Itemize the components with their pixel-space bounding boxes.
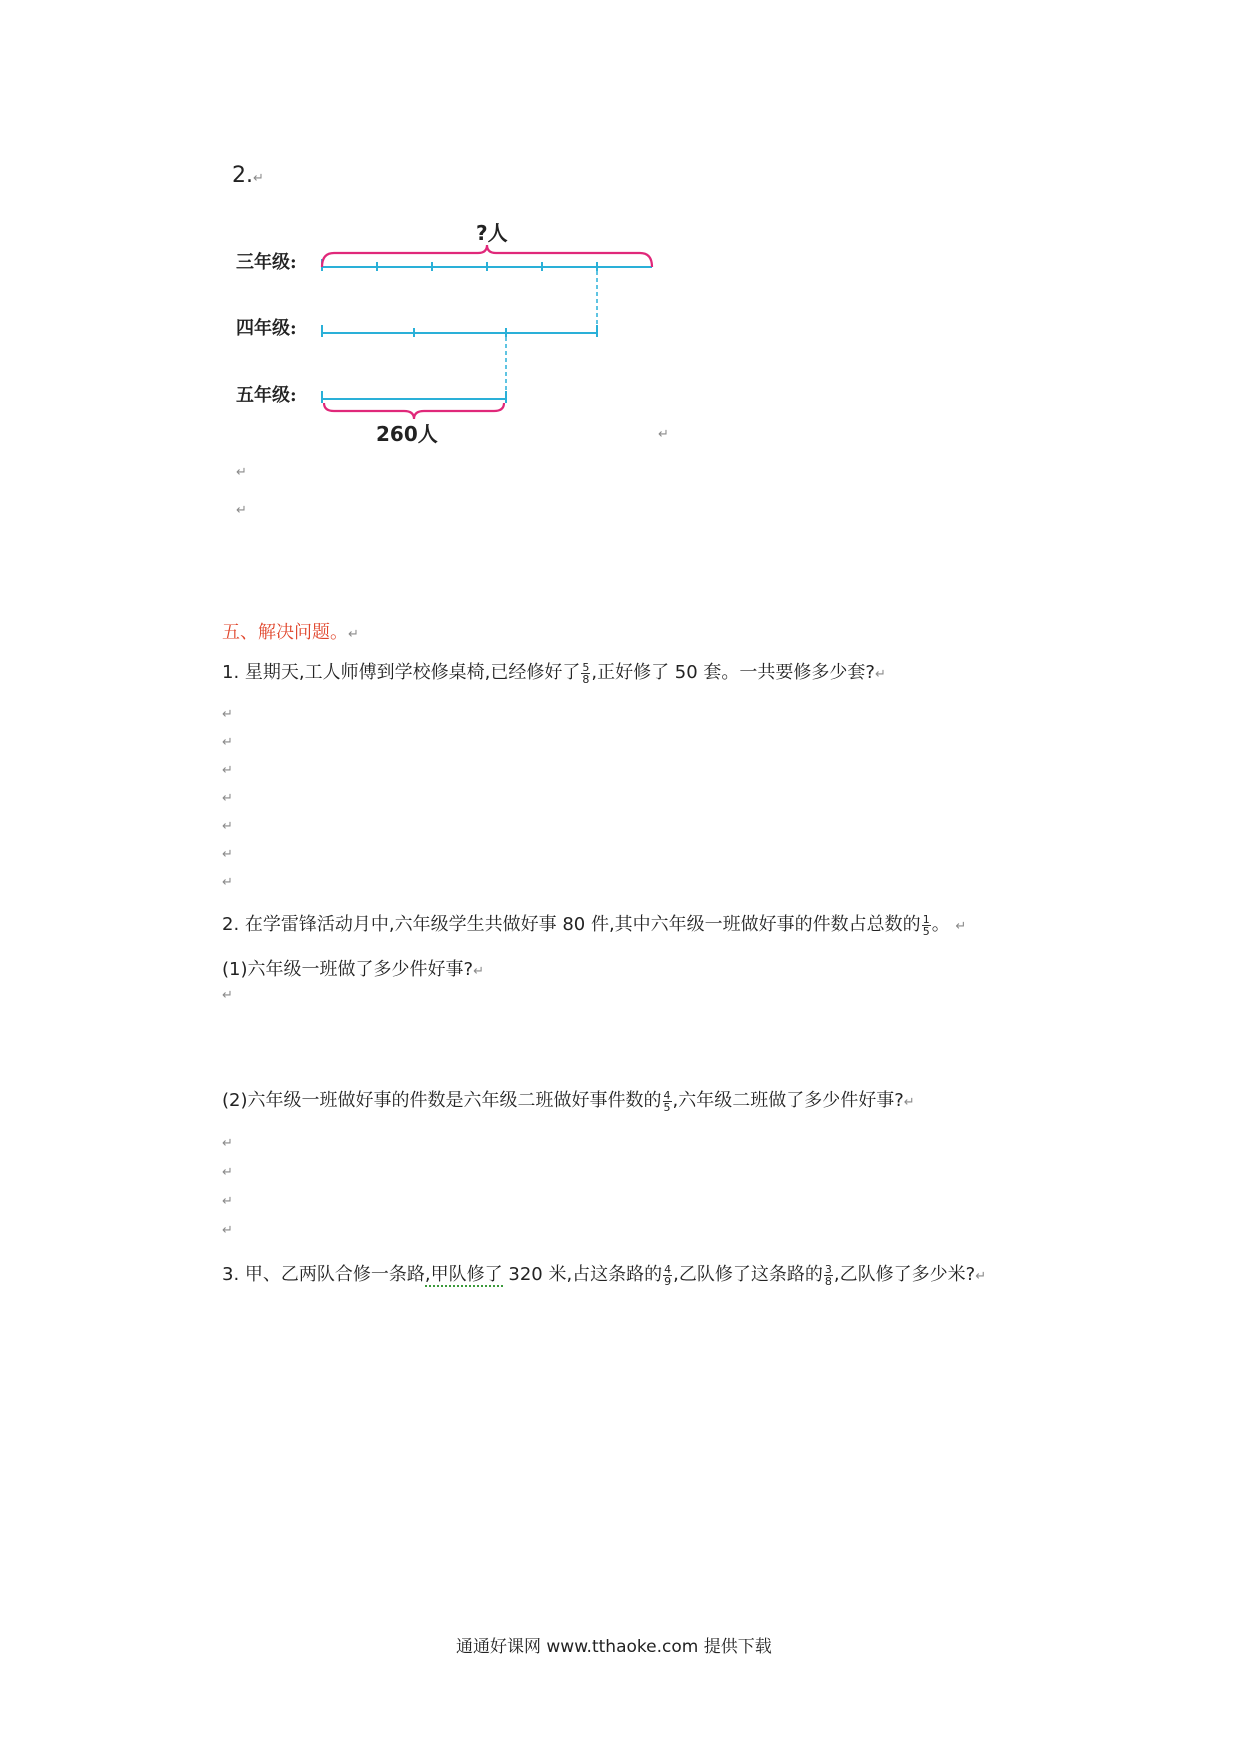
problem-2-sub-2: (2)六年级一班做好事的件数是六年级二班做好事件数的 $\frac{4}{5}$ ,六年级二班做了多少件好事?↵ [222, 1088, 915, 1114]
grade5-segment [322, 391, 506, 419]
paragraph-mark: ↵ [222, 1223, 233, 1238]
paragraph-mark: ↵ [222, 847, 233, 862]
footer-text: 通通好课网 www.tthaoke.com 提供下载 [456, 1637, 772, 1657]
fraction: $\frac{4}{5}$ [663, 1088, 671, 1114]
fraction: $\frac{4}{9}$ [664, 1262, 672, 1288]
problem-3: 3. 甲、乙两队合修一条路,甲队修了 320 米,占这条路的 $\frac{4}{9}$ ,乙队修了这条路的 $\frac{3}{8}$ ,乙队修了多少米?↵ [222, 1262, 987, 1288]
top-brace-label: ?人 [476, 221, 508, 245]
paragraph-mark: ↵ [222, 763, 233, 778]
paragraph-mark: ↵ [222, 791, 233, 806]
grade4-segment [322, 325, 597, 337]
diagram-label-grade3: 三年级: [236, 252, 297, 273]
fraction: $\frac{5}{8}$ [582, 660, 590, 686]
problem-2: 2. 在学雷锋活动月中,六年级学生共做好事 80 件,其中六年级一班做好事的件数占总数的 $\frac{1}{5}$ 。 ↵ [222, 912, 967, 938]
paragraph-mark: ↵ [222, 875, 233, 890]
diagram-label-grade4: 四年级: [236, 318, 297, 339]
paragraph-mark: ↵ [222, 1136, 233, 1151]
paragraph-mark: ↵ [222, 1165, 233, 1180]
paragraph-mark: ↵ [658, 427, 669, 442]
problem-2-sub-1: (1)六年级一班做了多少件好事?↵ [222, 959, 484, 980]
diagram-label-grade5: 五年级: [236, 385, 297, 406]
paragraph-mark: ↵ [236, 465, 247, 480]
paragraph-mark: ↵ [236, 503, 247, 518]
bottom-brace-label: 260人 [376, 422, 438, 446]
section-title: 五、解决问题。↵ [222, 622, 359, 643]
problem-1: 1. 星期天,工人师傅到学校修桌椅,已经修好了 $\frac{5}{8}$ ,正好修了 50 套。一共要修多少套?↵ [222, 660, 886, 686]
paragraph-mark: ↵ [222, 819, 233, 834]
item-number: 2.↵ [232, 163, 264, 188]
fraction: $\frac{1}{5}$ [922, 912, 930, 938]
paragraph-mark: ↵ [222, 735, 233, 750]
paragraph-mark: ↵ [222, 1194, 233, 1209]
paragraph-mark: ↵ [222, 988, 233, 1003]
line-segment-diagram [300, 215, 680, 425]
paragraph-mark: ↵ [222, 707, 233, 722]
fraction: $\frac{3}{8}$ [824, 1262, 832, 1288]
bottom-brace [324, 403, 504, 419]
grade3-segment [322, 245, 652, 271]
